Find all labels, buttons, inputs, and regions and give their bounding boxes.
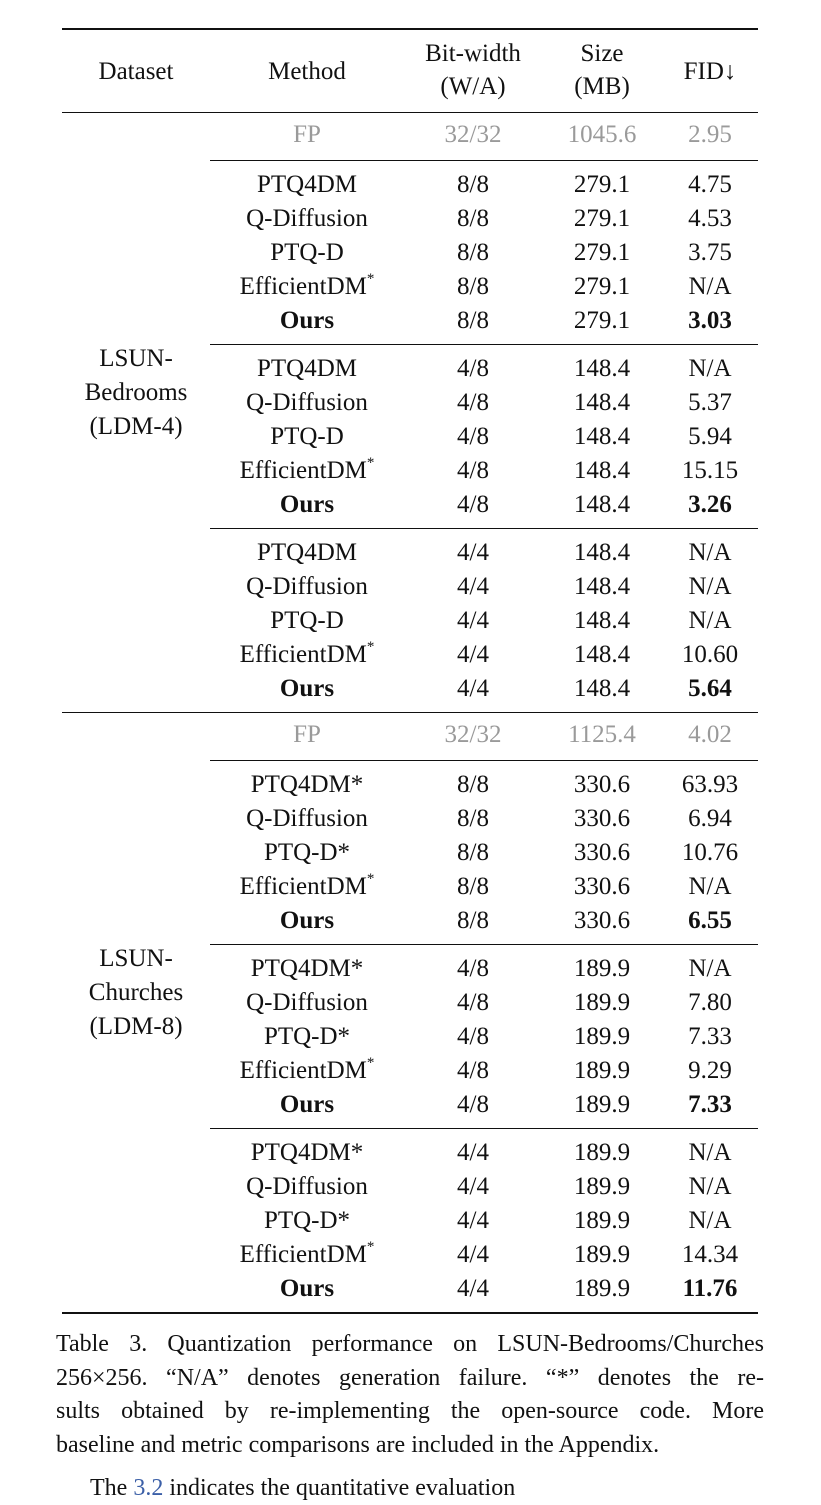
fp-bitwidth: 32/32: [444, 721, 502, 748]
caption-line: sults obtained by re-implementing the open-source code. More: [56, 1398, 764, 1424]
bitwidth-value: 8/8: [457, 839, 489, 866]
method-name: [210, 1204, 404, 1238]
bitwidth-value: 4/4: [457, 573, 489, 600]
method-name-text: Ours: [279, 491, 335, 518]
bitwidth-value: 4/4: [457, 675, 489, 702]
method-name: [210, 270, 404, 304]
method-name: [210, 672, 404, 706]
section-ref-link[interactable]: 3.2: [133, 1475, 164, 1501]
method-name-text: EfficientDM: [239, 873, 367, 900]
method-name-text: Q-Diffusion: [246, 1173, 368, 1200]
method-name: [210, 386, 404, 420]
method-name: [210, 1088, 404, 1122]
fp-size: 1045.6: [567, 121, 637, 148]
size-value: 330.6: [573, 873, 631, 900]
dataset-name-line: LSUN-: [99, 945, 173, 972]
reimplemented-marker: *: [366, 1054, 375, 1071]
method-name-text: PTQ4DM*: [250, 1139, 364, 1166]
method-name: [210, 986, 404, 1020]
method-name-text: PTQ4DM: [256, 539, 357, 566]
caption-line: 256×256. “N/A” denotes generation failure. “*” denotes the re-: [56, 1364, 764, 1391]
bitwidth-value: 8/8: [457, 907, 489, 934]
size-value: 189.9: [573, 1241, 631, 1268]
dataset-name-line: LSUN-: [99, 345, 173, 372]
method-name-text: PTQ-D: [270, 423, 344, 450]
fp-bitwidth: 32/32: [444, 121, 502, 148]
header-fid: FID↓: [683, 58, 737, 85]
method-name-text: EfficientDM: [239, 1241, 367, 1268]
method-name-text: Ours: [279, 1275, 335, 1302]
method-name: [210, 904, 404, 938]
size-value: 279.1: [573, 205, 631, 232]
size-value: 330.6: [573, 839, 631, 866]
method-name-text: Q-Diffusion: [246, 389, 368, 416]
method-name: [210, 454, 404, 488]
fid-value: 5.94: [688, 423, 732, 450]
size-value: 148.4: [573, 457, 631, 484]
dataset-name-line: Bedrooms: [84, 379, 188, 406]
fid-value: N/A: [688, 273, 732, 300]
header-size-line2: (MB): [574, 73, 630, 100]
fid-value: N/A: [688, 1207, 732, 1234]
group-separator-rule: [210, 1128, 758, 1129]
table-caption: [56, 1328, 764, 1462]
fid-value: 4.53: [688, 205, 732, 232]
method-name: [210, 870, 404, 904]
method-name-text: PTQ4DM: [256, 171, 357, 198]
method-name: [210, 202, 404, 236]
fid-value: N/A: [688, 355, 732, 382]
method-name-text: PTQ4DM*: [250, 955, 364, 982]
method-name-text: PTQ-D*: [263, 839, 351, 866]
method-name: [210, 488, 404, 522]
bitwidth-value: 4/4: [457, 1275, 489, 1302]
size-value: 189.9: [573, 1275, 631, 1302]
size-value: 189.9: [573, 1173, 631, 1200]
bitwidth-value: 4/4: [457, 1139, 489, 1166]
header-dataset: Dataset: [98, 58, 174, 85]
bitwidth-value: 8/8: [457, 307, 489, 334]
bitwidth-value: 4/4: [457, 539, 489, 566]
method-name-text: PTQ-D*: [263, 1207, 351, 1234]
method-name: [210, 1272, 404, 1306]
bitwidth-value: 4/8: [457, 1091, 489, 1118]
size-value: 148.4: [573, 573, 631, 600]
group-separator-rule: [210, 344, 758, 345]
method-name: [210, 1054, 404, 1088]
fid-value: 7.33: [688, 1091, 732, 1118]
size-value: 279.1: [573, 171, 631, 198]
size-value: 148.4: [573, 607, 631, 634]
bitwidth-value: 8/8: [457, 805, 489, 832]
size-value: 148.4: [573, 389, 631, 416]
method-name: [210, 304, 404, 338]
fid-value: N/A: [688, 1173, 732, 1200]
body-text-before: The: [90, 1475, 128, 1501]
fid-value: 63.93: [681, 771, 739, 798]
bitwidth-value: 4/4: [457, 641, 489, 668]
fid-value: 11.76: [682, 1275, 738, 1302]
bitwidth-value: 8/8: [457, 239, 489, 266]
fid-value: 3.03: [688, 307, 732, 334]
dataset-name: [62, 942, 210, 1044]
method-name: [210, 604, 404, 638]
bitwidth-value: 8/8: [457, 273, 489, 300]
bitwidth-value: 8/8: [457, 873, 489, 900]
size-value: 330.6: [573, 805, 631, 832]
table-bottom-rule: [62, 1312, 758, 1314]
dataset-name-line: (LDM-4): [89, 413, 183, 440]
fid-value: 5.37: [688, 389, 732, 416]
bitwidth-value: 4/4: [457, 607, 489, 634]
caption-line: baseline and metric comparisons are included in the Appendix.: [56, 1431, 660, 1458]
group-separator-rule: [210, 160, 758, 161]
reimplemented-marker: *: [366, 270, 375, 287]
method-name-text: EfficientDM: [239, 1057, 367, 1084]
method-name: [210, 1238, 404, 1272]
method-name-text: Ours: [279, 307, 335, 334]
dataset-name: [62, 342, 210, 444]
fid-value: 6.55: [688, 907, 732, 934]
method-name: [210, 1020, 404, 1054]
method-name-text: PTQ4DM*: [250, 771, 364, 798]
method-name: [210, 836, 404, 870]
bitwidth-value: 4/8: [457, 989, 489, 1016]
bitwidth-value: 4/8: [457, 355, 489, 382]
method-name: [210, 236, 404, 270]
method-name-text: Ours: [279, 675, 335, 702]
fid-value: N/A: [688, 955, 732, 982]
bitwidth-value: 8/8: [457, 205, 489, 232]
fp-method: FP: [293, 121, 321, 148]
fid-value: 7.33: [688, 1023, 732, 1050]
fid-value: 7.80: [688, 989, 732, 1016]
method-name: [210, 802, 404, 836]
fid-value: N/A: [688, 873, 732, 900]
size-value: 330.6: [573, 771, 631, 798]
fp-size: 1125.4: [568, 721, 636, 748]
method-name-text: PTQ-D: [270, 607, 344, 634]
method-name: [210, 420, 404, 454]
header-bitwidth-line2: (W/A): [440, 73, 506, 100]
body-text-cut: [90, 1472, 515, 1505]
header-bitwidth-line1: Bit-width: [425, 40, 521, 67]
size-value: 189.9: [573, 989, 631, 1016]
bitwidth-value: 4/8: [457, 1057, 489, 1084]
bitwidth-value: 4/4: [457, 1173, 489, 1200]
size-value: 189.9: [573, 1057, 631, 1084]
fp-method: FP: [293, 721, 321, 748]
fid-value: N/A: [688, 607, 732, 634]
method-name: [210, 1136, 404, 1170]
method-name-text: EfficientDM: [239, 457, 367, 484]
fp-fid: 4.02: [688, 721, 732, 748]
method-name-text: Ours: [279, 907, 335, 934]
fid-value: N/A: [688, 539, 732, 566]
size-value: 189.9: [573, 1139, 631, 1166]
size-value: 189.9: [573, 1023, 631, 1050]
method-name: [210, 1170, 404, 1204]
bitwidth-value: 8/8: [457, 171, 489, 198]
bitwidth-value: 4/4: [457, 1241, 489, 1268]
size-value: 279.1: [573, 273, 631, 300]
fid-value: 10.60: [681, 641, 739, 668]
method-name: [210, 352, 404, 386]
size-value: 148.4: [573, 675, 631, 702]
method-name-text: Q-Diffusion: [246, 205, 368, 232]
header-method: Method: [268, 58, 346, 85]
fid-value: 5.64: [688, 675, 732, 702]
fid-value: 3.75: [688, 239, 732, 266]
method-name-text: Q-Diffusion: [246, 805, 368, 832]
bitwidth-value: 4/8: [457, 457, 489, 484]
size-value: 148.4: [573, 491, 631, 518]
fid-value: N/A: [688, 1139, 732, 1166]
size-value: 148.4: [573, 355, 631, 382]
method-name-text: PTQ-D: [270, 239, 344, 266]
method-name-text: Ours: [279, 1091, 335, 1118]
method-name-text: PTQ4DM: [256, 355, 357, 382]
method-name: [210, 638, 404, 672]
header-bitwidth: [404, 37, 542, 103]
fp-fid: 2.95: [688, 121, 732, 148]
size-value: 148.4: [573, 423, 631, 450]
fid-value: 15.15: [681, 457, 739, 484]
dataset-name-line: (LDM-8): [89, 1013, 183, 1040]
bitwidth-value: 4/8: [457, 955, 489, 982]
fid-value: 9.29: [688, 1057, 732, 1084]
fid-value: 6.94: [688, 805, 732, 832]
reimplemented-marker: *: [366, 1238, 375, 1255]
reimplemented-marker: *: [366, 454, 375, 471]
size-value: 189.9: [573, 1091, 631, 1118]
fid-value: N/A: [688, 573, 732, 600]
caption-line: Table 3. Quantization performance on LSUN-Bedrooms/Churches: [56, 1331, 764, 1357]
size-value: 330.6: [573, 907, 631, 934]
header-size: [542, 37, 662, 103]
method-name: [210, 768, 404, 802]
fid-value: 10.76: [681, 839, 739, 866]
group-separator-rule: [210, 528, 758, 529]
bitwidth-value: 4/4: [457, 1207, 489, 1234]
header-size-line1: Size: [580, 40, 624, 67]
size-value: 279.1: [573, 239, 631, 266]
bitwidth-value: 4/8: [457, 389, 489, 416]
fid-value: 4.75: [688, 171, 732, 198]
bitwidth-value: 4/8: [457, 423, 489, 450]
table-top-rule: [62, 28, 758, 30]
method-name-text: EfficientDM: [239, 641, 367, 668]
table-header-rule: [62, 112, 758, 113]
size-value: 189.9: [573, 1207, 631, 1234]
method-name-text: Q-Diffusion: [246, 573, 368, 600]
method-name-text: Q-Diffusion: [246, 989, 368, 1016]
fid-value: 3.26: [688, 491, 732, 518]
method-name: [210, 570, 404, 604]
reimplemented-marker: *: [366, 638, 375, 655]
reimplemented-marker: *: [366, 870, 375, 887]
dataset-divider-rule: [62, 712, 758, 713]
body-text-after: indicates the quantitative evaluation: [169, 1475, 516, 1501]
dataset-name-line: Churches: [88, 979, 184, 1006]
size-value: 148.4: [573, 641, 631, 668]
size-value: 148.4: [573, 539, 631, 566]
method-name: [210, 952, 404, 986]
bitwidth-value: 8/8: [457, 771, 489, 798]
method-name-text: EfficientDM: [239, 273, 367, 300]
bitwidth-value: 4/8: [457, 1023, 489, 1050]
group-separator-rule: [210, 944, 758, 945]
size-value: 189.9: [573, 955, 631, 982]
bitwidth-value: 4/8: [457, 491, 489, 518]
method-name: [210, 536, 404, 570]
fid-value: 14.34: [681, 1241, 739, 1268]
method-name-text: PTQ-D*: [263, 1023, 351, 1050]
group-separator-rule: [210, 760, 758, 761]
method-name: [210, 168, 404, 202]
size-value: 279.1: [573, 307, 631, 334]
